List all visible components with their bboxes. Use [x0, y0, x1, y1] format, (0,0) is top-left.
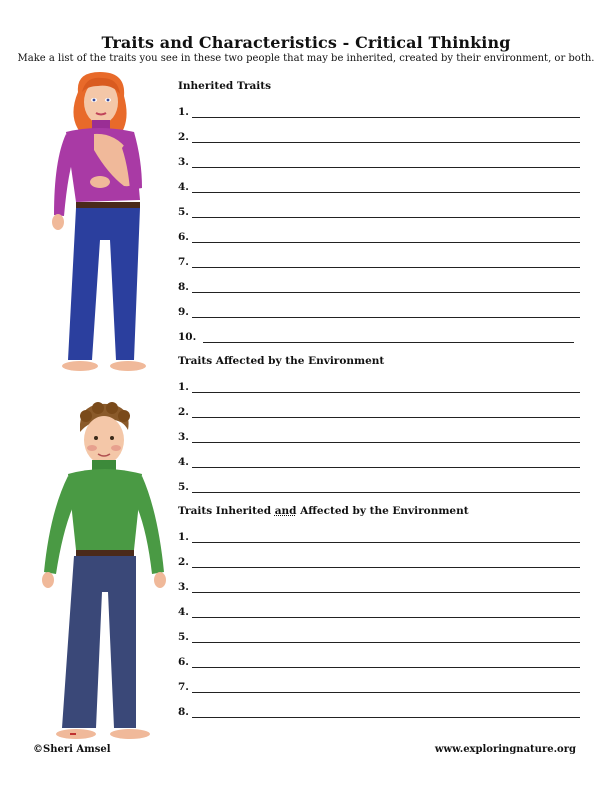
- answer-rule[interactable]: [192, 281, 580, 293]
- line-number: 10.: [178, 331, 197, 343]
- answer-line[interactable]: [178, 704, 580, 718]
- man-figure: [36, 402, 176, 742]
- line-number: 6.: [178, 231, 189, 243]
- line-number: 7.: [178, 681, 189, 693]
- answer-rule[interactable]: [192, 306, 580, 318]
- answer-rule[interactable]: [192, 706, 580, 718]
- answer-rule[interactable]: [192, 556, 580, 568]
- answer-rule[interactable]: [192, 231, 580, 243]
- line-number: 3.: [178, 581, 189, 593]
- answer-rule[interactable]: [192, 256, 580, 268]
- answer-rule[interactable]: [192, 481, 580, 493]
- line-number: 2.: [178, 556, 189, 568]
- line-number: 3.: [178, 431, 189, 443]
- line-number: 5.: [178, 481, 189, 493]
- answer-line[interactable]: [178, 579, 580, 593]
- answer-rule[interactable]: [192, 181, 580, 193]
- line-number: 2.: [178, 406, 189, 418]
- section-heading-inherited: Inherited Traits: [178, 80, 272, 92]
- answer-line[interactable]: [178, 304, 580, 318]
- answer-line[interactable]: [178, 279, 580, 293]
- line-number: 5.: [178, 206, 189, 218]
- line-number: 3.: [178, 156, 189, 168]
- answer-line[interactable]: [178, 654, 580, 668]
- line-number: 8.: [178, 706, 189, 718]
- line-number: 1.: [178, 381, 189, 393]
- answer-line[interactable]: [178, 129, 580, 143]
- answer-rule[interactable]: [192, 581, 580, 593]
- line-number: 8.: [178, 281, 189, 293]
- answer-line[interactable]: [178, 179, 580, 193]
- section-heading-both: [178, 505, 469, 517]
- answer-line[interactable]: [178, 104, 580, 118]
- heading-part-and: and: [274, 505, 297, 517]
- line-number: 4.: [178, 606, 189, 618]
- page-title: Traits and Characteristics - Critical Thinking: [101, 33, 511, 52]
- answer-rule[interactable]: [192, 131, 580, 143]
- line-number: 2.: [178, 131, 189, 143]
- answer-rule[interactable]: [192, 206, 580, 218]
- answer-line[interactable]: [178, 679, 580, 693]
- answer-line[interactable]: [178, 429, 580, 443]
- answer-rule[interactable]: [192, 631, 580, 643]
- answer-line[interactable]: [178, 204, 580, 218]
- line-number: 9.: [178, 306, 189, 318]
- website-link[interactable]: www.exploringnature.org: [434, 744, 576, 755]
- answer-rule[interactable]: [192, 406, 580, 418]
- answer-rule[interactable]: [192, 656, 580, 668]
- answer-line[interactable]: [178, 529, 580, 543]
- answer-line[interactable]: [178, 479, 580, 493]
- line-number: 5.: [178, 631, 189, 643]
- copyright: ©Sheri Amsel: [33, 744, 111, 755]
- answer-rule[interactable]: [192, 681, 580, 693]
- answer-rule[interactable]: [192, 156, 580, 168]
- answer-line[interactable]: [178, 604, 580, 618]
- woman-figure: [38, 70, 158, 375]
- line-number: 1.: [178, 106, 189, 118]
- line-number: 6.: [178, 656, 189, 668]
- heading-part: Affected by the Environment: [296, 505, 469, 517]
- answer-rule[interactable]: [192, 606, 580, 618]
- answer-line[interactable]: [178, 154, 580, 168]
- answer-line[interactable]: [178, 379, 580, 393]
- answer-rule[interactable]: [192, 381, 580, 393]
- answer-rule[interactable]: [192, 456, 580, 468]
- heading-part: Traits Inherited: [178, 505, 275, 517]
- line-number: 4.: [178, 456, 189, 468]
- answer-rule[interactable]: [192, 431, 580, 443]
- answer-line[interactable]: [178, 329, 580, 343]
- section-heading-environment: Traits Affected by the Environment: [178, 355, 385, 367]
- answer-line[interactable]: [178, 404, 580, 418]
- answer-line[interactable]: [178, 629, 580, 643]
- answer-line[interactable]: [178, 454, 580, 468]
- answer-rule[interactable]: [203, 331, 574, 343]
- answer-rule[interactable]: [192, 531, 580, 543]
- line-number: 4.: [178, 181, 189, 193]
- answer-line[interactable]: [178, 554, 580, 568]
- line-number: 7.: [178, 256, 189, 268]
- answer-line[interactable]: [178, 254, 580, 268]
- instructions: Make a list of the traits you see in these two people that may be inherited, created by their environment, or both.: [17, 53, 595, 64]
- line-number: 1.: [178, 531, 189, 543]
- answer-rule[interactable]: [192, 106, 580, 118]
- answer-line[interactable]: [178, 229, 580, 243]
